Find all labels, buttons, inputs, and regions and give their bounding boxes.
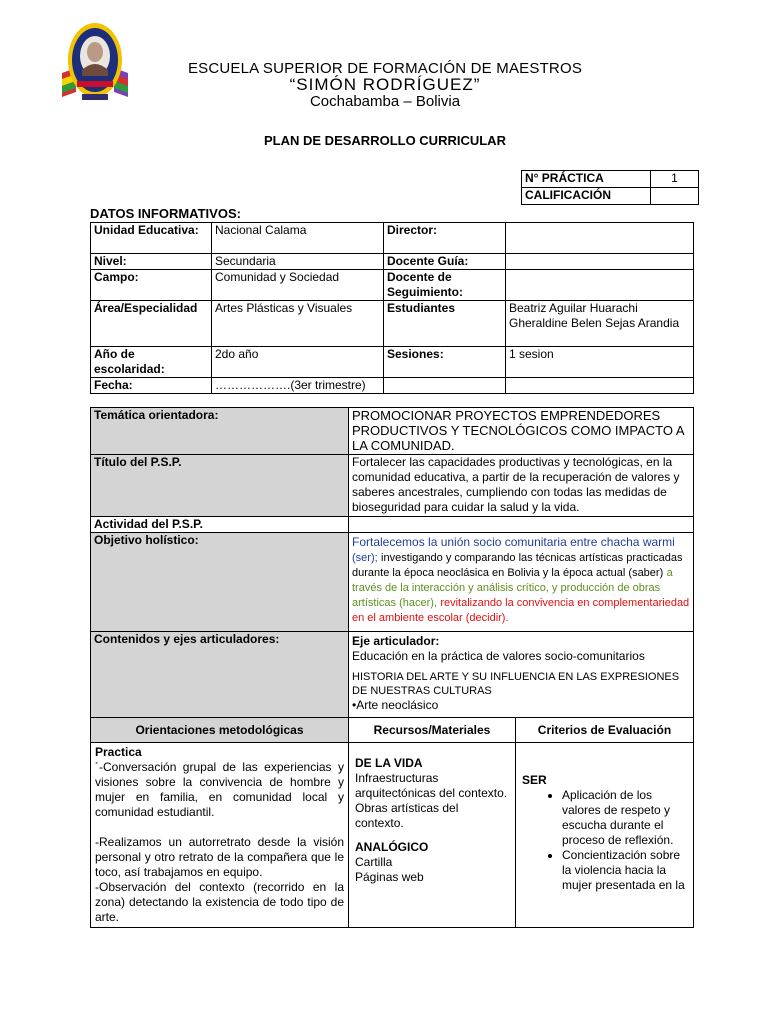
historia-text: HISTORIA DEL ARTE Y SU INFLUENCIA EN LAS EXPRESIONES DE NUESTRAS CULTURAS (352, 671, 680, 697)
fecha-empty-2 (506, 378, 694, 394)
ser-title: SER (522, 773, 547, 787)
grade-value (651, 188, 699, 205)
criteria-item: • Aplicación de los valores de respeto y escucha durante el proceso de reflexión. (562, 788, 687, 848)
eje-label: Eje articulador: (352, 634, 440, 648)
general-data-table (90, 222, 694, 394)
objetivo-saber: investigando y comparando las técnicas artísticas practicadas durante la época neoclásica en Bolivia y la época actual (saber) (352, 552, 683, 579)
grade-label: CALIFICACIÓN (522, 188, 651, 205)
objetivo-value (349, 533, 694, 632)
estudiantes-value (506, 301, 694, 347)
col-criterios: Criterios de Evaluación (516, 718, 694, 743)
actividad-label: Actividad del P.S.P. (91, 517, 349, 533)
student-name: Gheraldine Belen Sejas Arandia (509, 316, 680, 330)
docente-seguimiento-value (506, 270, 694, 301)
area-label: Área/Especialidad (91, 301, 212, 347)
sesiones-value: 1 sesion (506, 347, 694, 378)
objetivo-ser-tag: (ser); (352, 552, 378, 564)
orientacion-item: -Observación del contexto (recorrido en la zona) detectando la existencia de todo tipo de arte. (95, 880, 344, 924)
orientaciones-cell (91, 743, 349, 928)
titulo-label: Título del P.S.P. (91, 455, 349, 517)
practice-score-table (521, 170, 699, 205)
nivel-label: Nivel: (91, 254, 212, 270)
campo-label: Campo: (91, 270, 212, 301)
area-value: Artes Plásticas y Visuales (212, 301, 384, 347)
docente-guia-value (506, 254, 694, 270)
vida-title: DE LA VIDA (355, 756, 423, 770)
practice-number-value: 1 (651, 171, 699, 188)
col-orientaciones: Orientaciones metodológicas (91, 718, 349, 743)
criteria-list (522, 788, 687, 893)
recurso-item: Páginas web (355, 870, 424, 884)
docente-guia-label: Docente Guía: (384, 254, 506, 270)
psp-table (90, 407, 694, 928)
recurso-item: Obras artísticas del contexto. (355, 801, 459, 830)
campo-value: Comunidad y Sociedad (212, 270, 384, 301)
analogico-title: ANALÓGICO (355, 840, 429, 854)
anio-label: Año de escolaridad: (91, 347, 212, 378)
objetivo-decidir: revitalizando la convivencia en complementariedad en el ambiente escolar (decidir). (352, 597, 690, 624)
unidad-label: Unidad Educativa: (91, 223, 212, 254)
general-data-title: DATOS INFORMATIVOS: (90, 206, 241, 221)
practice-number-label: N° PRÁCTICA (522, 171, 651, 188)
sesiones-label: Sesiones: (384, 347, 506, 378)
anio-value: 2do año (212, 347, 384, 378)
titulo-value: Fortalecer las capacidades productivas y tecnológicas, en la comunidad educativa, a partir de la recuperación de valores y saberes ancestrales, cumpliendo con todas las medidas de bioseguridad para cuidar la salud y la vida. (349, 455, 694, 517)
recursos-cell (349, 743, 516, 928)
criteria-item: • Concientización sobre la violencia hacia la mujer presentada en la (562, 848, 687, 893)
tematica-value: PROMOCIONAR PROYECTOS EMPRENDEDORES PRODUCTIVOS Y TECNOLÓGICOS COMO IMPACTO A LA COMUNIDAD. (349, 408, 694, 455)
fecha-value: ……………….(3er trimestre) (212, 378, 384, 394)
docente-seguimiento-label: Docente de Seguimiento: (384, 270, 506, 301)
director-value (506, 223, 694, 254)
contenidos-value (349, 632, 694, 718)
objetivo-ser: Fortalecemos la unión socio comunitaria entre chacha warmi (352, 535, 675, 549)
director-label: Director: (384, 223, 506, 254)
objetivo-label: Objetivo holístico: (91, 533, 349, 632)
school-patron-name: “SIMÓN RODRÍGUEZ” (289, 75, 481, 94)
recurso-item: Infraestructuras arquitectónicas del contexto. (355, 771, 508, 800)
col-recursos: Recursos/Materiales (349, 718, 516, 743)
unidad-value: Nacional Calama (212, 223, 384, 254)
school-name: ESCUELA SUPERIOR DE FORMACIÓN DE MAESTROS (187, 60, 583, 77)
fecha-empty-1 (384, 378, 506, 394)
objetivo-hacer: a través de la interacción y análisis crítico, y producción de obras artísticas (hacer), (352, 567, 673, 609)
tematica-label: Temática orientadora: (91, 408, 349, 455)
fecha-label: Fecha: (91, 378, 212, 394)
eje-value: Educación en la práctica de valores socio-comunitarios (352, 649, 645, 663)
contenidos-label: Contenidos y ejes articuladores: (91, 632, 349, 718)
plan-title: PLAN DE DESARROLLO CURRICULAR (264, 133, 506, 148)
orientacion-item: -Realizamos un autorretrato desde la visión personal y otro retrato de la compañera que le toco, así trabajamos en equipo. (95, 835, 344, 879)
actividad-value (349, 517, 694, 533)
nivel-value: Secundaria (212, 254, 384, 270)
recurso-item: Cartilla (355, 855, 393, 869)
student-name: Beatriz Aguilar Huarachi (509, 301, 638, 315)
arte-bullet: •Arte neoclásico (352, 698, 439, 712)
estudiantes-label: Estudiantes (384, 301, 506, 347)
school-seal-logo (62, 18, 128, 104)
practica-title: Practica (95, 745, 142, 759)
school-location: Cochabamba – Bolivia (309, 93, 461, 110)
criterios-cell (516, 743, 694, 928)
orientacion-item: ´-Conversación grupal de las experiencias y visiones sobre la convivencia de hombre y mujer en familia, en comunidad local y comunidad estudiantil. (95, 760, 344, 819)
